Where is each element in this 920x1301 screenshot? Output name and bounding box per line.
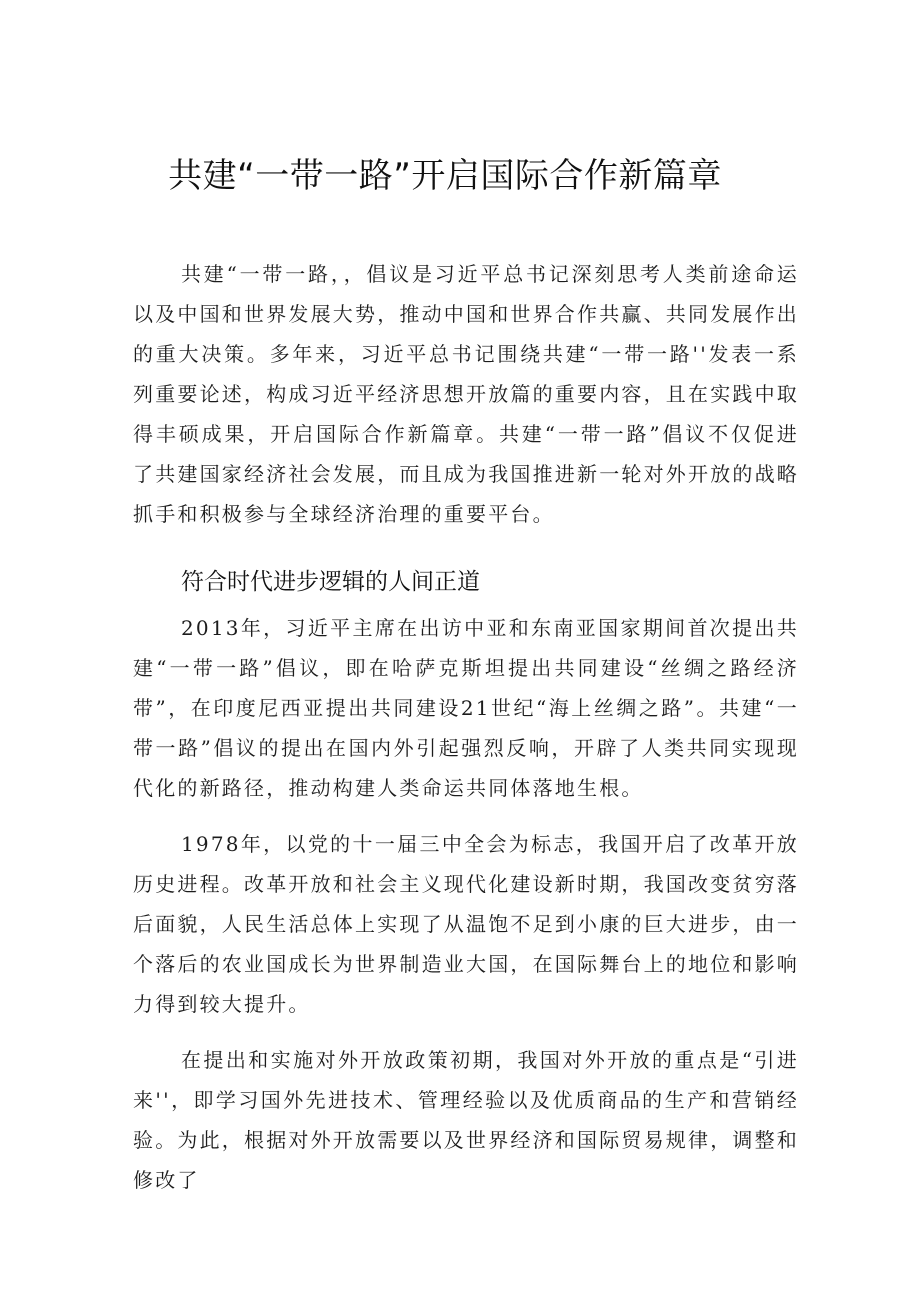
paragraph-1978: 1978年，以党的十一届三中全会为标志，我国开启了改革开放历史进程。改革开放和社会主义现代化建设新时期，我国改变贫穷落后面貌，人民生活总体上实现了从温饱不足到小康的巨大进步，由一个落后的农业国成长为世界制造业大国，在国际舞台上的地位和影响力得到较大提升。 <box>133 832 799 1016</box>
paragraph-intro: 共建“一带一路，，倡议是习近平总书记深刻思考人类前途命运以及中国和世界发展大势，推动中国和世界合作共赢、共同发展作出的重大决策。多年来，习近平总书记围绕共建“一带一路''发表一系列重要论述，构成习近平经济思想开放篇的重要内容，且在实践中取得丰硕成果，开启国际合作新篇章。共建“一带一路”倡议不仅促进了共建国家经济社会发展，而且成为我国推进新一轮对外开放的战略抓手和积极参与全球经济治理的重要平台。 <box>133 262 799 526</box>
section-heading: 符合时代进步逻辑的人间正道 <box>181 569 480 595</box>
document-title: 共建“一带一路”开启国际合作新篇章 <box>168 156 722 196</box>
paragraph-opening-policy: 在提出和实施对外开放政策初期，我国对外开放的重点是“引进来''，即学习国外先进技术、管理经验以及优质商品的生产和营销经验。为此，根据对外开放需要以及世界经济和国际贸易规律，调整和修改了 <box>133 1048 799 1192</box>
paragraph-2013: 2013年，习近平主席在出访中亚和东南亚国家期间首次提出共建“一带一路”倡议，即在哈萨克斯坦提出共同建设“丝绸之路经济带”，在印度尼西亚提出共同建设21世纪“海上丝绸之路”。共建“一带一路”倡议的提出在国内外引起强烈反响，开辟了人类共同实现现代化的新路径，推动构建人类命运共同体落地生根。 <box>133 616 799 800</box>
